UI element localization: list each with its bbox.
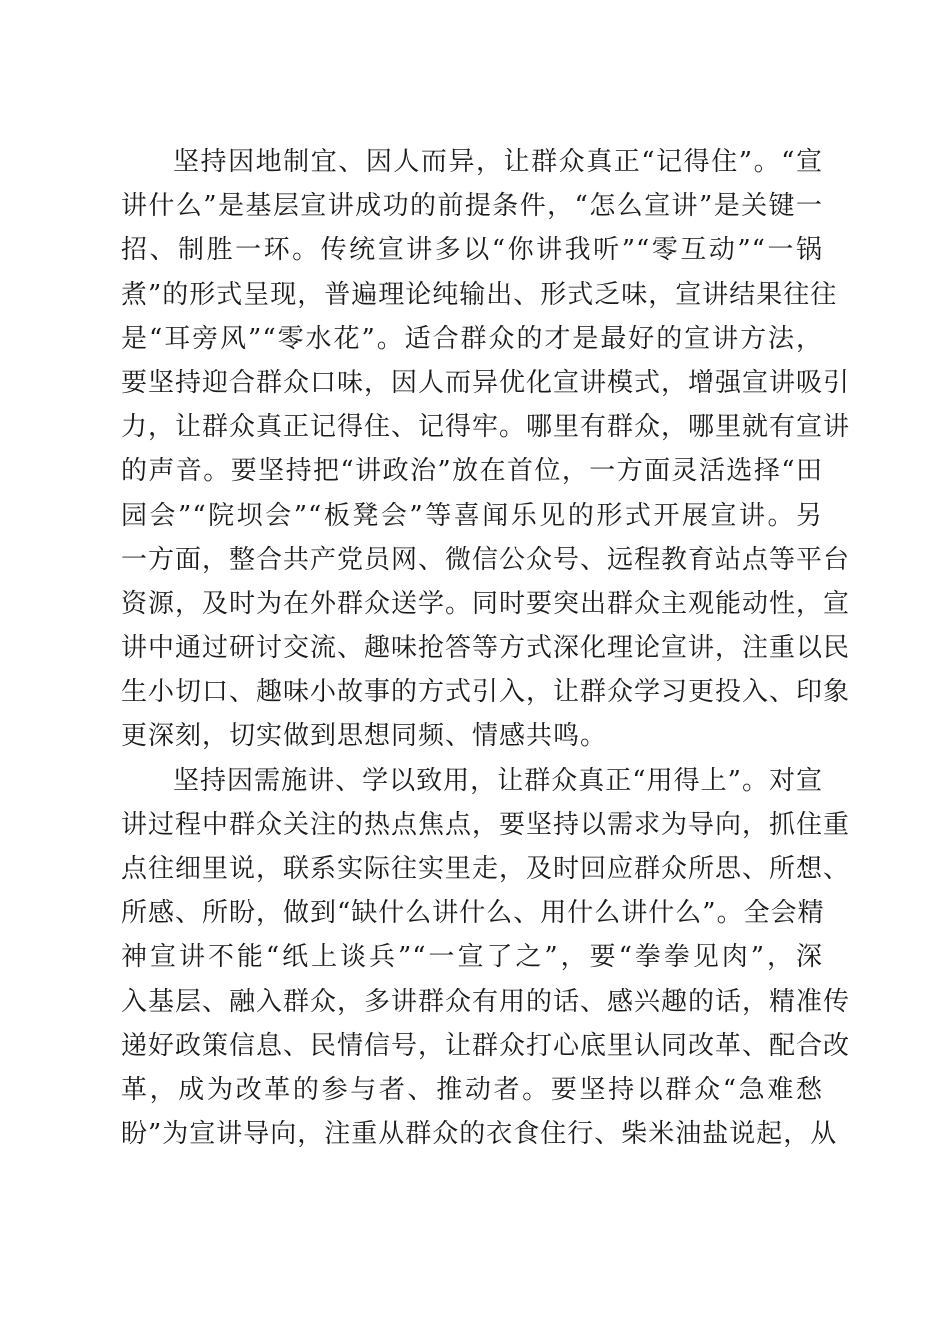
text-line: 生小切口、趣味小故事的方式引入，让群众学习更投入、印象 — [121, 677, 851, 708]
text-line: 讲中通过研讨交流、趣味抢答等方式深化理论宣讲，注重以民 — [121, 633, 851, 664]
text-line: 入基层、融入群众，多讲群众有用的话、感兴趣的话，精准传 — [121, 986, 851, 1017]
text-line: 神宣讲不能“纸上谈兵”“一宣了之”，要“拳拳见肉”，深 — [121, 942, 823, 973]
text-line: 讲过程中群众关注的热点焦点，要坚持以需求为导向，抓住重 — [121, 809, 851, 840]
text-line: 革，成为改革的参与者、推动者。要坚持以群众“急难愁 — [121, 1074, 823, 1105]
text-line: 点往细里说，联系实际往实里走，及时回应群众所思、所想、 — [121, 854, 851, 884]
text-line: 的声音。要坚持把“讲政治”放在首位，一方面灵活选择“田 — [121, 456, 823, 487]
text-line: 所感、所盼，做到“缺什么讲什么、用什么讲什么”。全会精 — [121, 898, 825, 929]
text-line: 更深刻，切实做到思想同频、情感共鸣。 — [121, 721, 608, 752]
text-line: 是“耳旁风”“零水花”。适合群众的才是最好的宣讲方法， — [121, 323, 823, 354]
text-line: 坚持因地制宜、因人而异，让群众真正“记得住”。“宣 — [173, 147, 823, 177]
text-line: 招、制胜一环。传统宣讲多以“你讲我听”“零互动”“一锅 — [121, 235, 823, 266]
text-line: 一方面，整合共产党员网、微信公众号、远程教育站点等平台 — [121, 544, 851, 575]
text-line: 力，让群众真正记得住、记得牢。哪里有群众，哪里就有宣讲 — [121, 412, 851, 443]
paragraph-1 — [121, 140, 851, 759]
text-line: 盼”为宣讲导向，注重从群众的衣食住行、柴米油盐说起，从 — [121, 1119, 838, 1150]
text-line: 煮”的形式呈现，普遍理论纯输出、形式乏味，宣讲结果往往 — [121, 279, 838, 310]
text-line: 讲什么”是基层宣讲成功的前提条件，“怎么宣讲”是关键一 — [121, 191, 823, 222]
text-line: 资源，及时为在外群众送学。同时要突出群众主观能动性，宣 — [121, 588, 851, 619]
text-line: 要坚持迎合群众口味，因人而异优化宣讲模式，增强宣讲吸引 — [121, 367, 851, 398]
text-line: 园会”“院坝会”“板凳会”等喜闻乐见的形式开展宣讲。另 — [121, 500, 823, 531]
body-text — [121, 140, 851, 1156]
paragraph-2 — [121, 759, 851, 1157]
text-line: 坚持因需施讲、学以致用，让群众真正“用得上”。对宣 — [173, 765, 823, 796]
text-line: 递好政策信息、民情信号，让群众打心底里认同改革、配合改 — [121, 1030, 851, 1061]
